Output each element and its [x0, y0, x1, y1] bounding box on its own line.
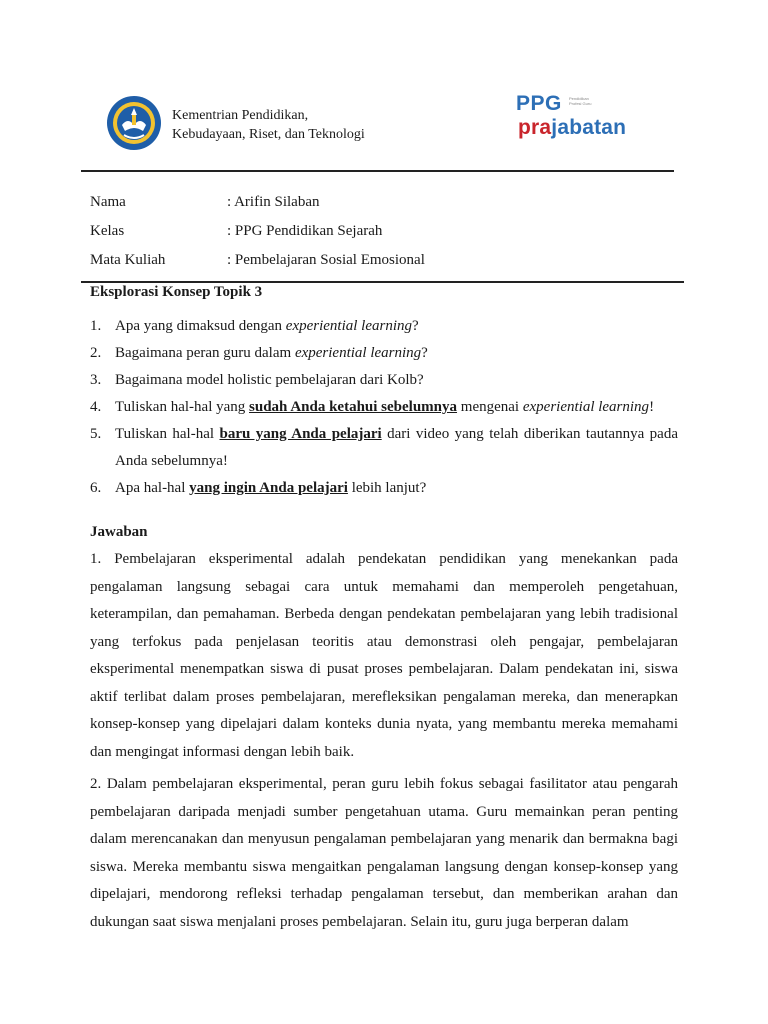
identity-label: Mata Kuliah: [90, 252, 166, 268]
question-number: 3.: [90, 372, 102, 388]
ppg-logo-subtitle: Pendidikan Profesi Guru: [569, 96, 592, 106]
identity-divider: [81, 281, 684, 283]
identity-label: Nama: [90, 194, 126, 210]
identity-label: Kelas: [90, 223, 125, 239]
tut-wuri-handayani-emblem-icon: [106, 95, 162, 151]
question-item: [90, 421, 678, 475]
ppg-logo-pra: pra: [518, 116, 552, 139]
question-text: Apa yang dimaksud dengan experiential learning?: [115, 318, 419, 334]
identity-value: : Arifin Silaban: [227, 194, 320, 210]
ppg-logo-top: PPG: [516, 92, 562, 115]
question-text: Bagaimana model holistic pembelajaran dari Kolb?: [115, 372, 424, 388]
question-text: Apa hal-hal yang ingin Anda pelajari lebih lanjut?: [115, 480, 427, 496]
question-text: Tuliskan hal-hal baru yang Anda pelajari dari video yang telah diberikan tautannya pada Anda sebelumnya!: [115, 426, 678, 469]
ministry-line-1: Kementrian Pendidikan,: [172, 108, 309, 123]
ministry-line-2: Kebudayaan, Riset, dan Teknologi: [172, 127, 365, 142]
answer-paragraph: 1. Pembelajaran eksperimental adalah pendekatan pendidikan yang menekankan pada pengalaman langsung sebagai cara untuk memahami dan memperoleh pengetahuan, keterampilan, dan pemahaman. Berbeda dengan pendekatan pembelajaran yang lebih tradisional yang terfokus pada penjelasan teoritis atau demonstrasi oleh pengajar, pembelajaran eksperimental menempatkan siswa di pusat proses pembelajaran. Dalam pendekatan ini, siswa aktif terlibat dalam proses pembelajaran, merefleksikan pengalaman mereka, dan menerapkan konsep-konsep yang dipelajari dalam konteks dunia nyata, yang membantu mereka memahami dan mengingat informasi dengan lebih baik.: [90, 551, 678, 760]
question-number: 4.: [90, 399, 102, 415]
answer-paragraph: 2. Dalam pembelajaran eksperimental, peran guru lebih fokus sebagai fasilitator atau pengarah pembelajaran daripada menjadi sumber pengetahuan utama. Guru memainkan peran penting dalam merencanakan dan menyusun pengalaman pembelajaran yang menarik dan bermakna bagi siswa. Mereka membantu siswa mengaitkan pengalaman langsung dengan konsep-konsep yang dipelajari, mendorong refleksi terhadap pengalaman tersebut, dan memberikan arahan dan dukungan saat siswa menjalani proses pembelajaran. Selain itu, guru juga berperan dalam: [90, 776, 678, 930]
question-number: 6.: [90, 480, 102, 496]
identity-value: : PPG Pendidikan Sejarah: [227, 223, 383, 239]
question-number: 5.: [90, 426, 102, 442]
ministry-name: [172, 106, 365, 144]
section-title: Eksplorasi Konsep Topik 3: [90, 284, 263, 300]
question-text: Tuliskan hal-hal yang sudah Anda ketahui sebelumnya mengenai experiential learning!: [115, 399, 655, 415]
question-text: Bagaimana peran guru dalam experiential learning?: [115, 345, 428, 361]
header-divider: [81, 170, 674, 172]
answer-title: Jawaban: [90, 524, 148, 540]
ppg-logo-bottom: [518, 116, 626, 140]
question-number: 1.: [90, 318, 102, 334]
ppg-logo-jabatan: jabatan: [551, 116, 627, 139]
question-number: 2.: [90, 345, 102, 361]
identity-value: : Pembelajaran Sosial Emosional: [227, 252, 425, 268]
ppg-prajabatan-logo: [516, 92, 636, 152]
